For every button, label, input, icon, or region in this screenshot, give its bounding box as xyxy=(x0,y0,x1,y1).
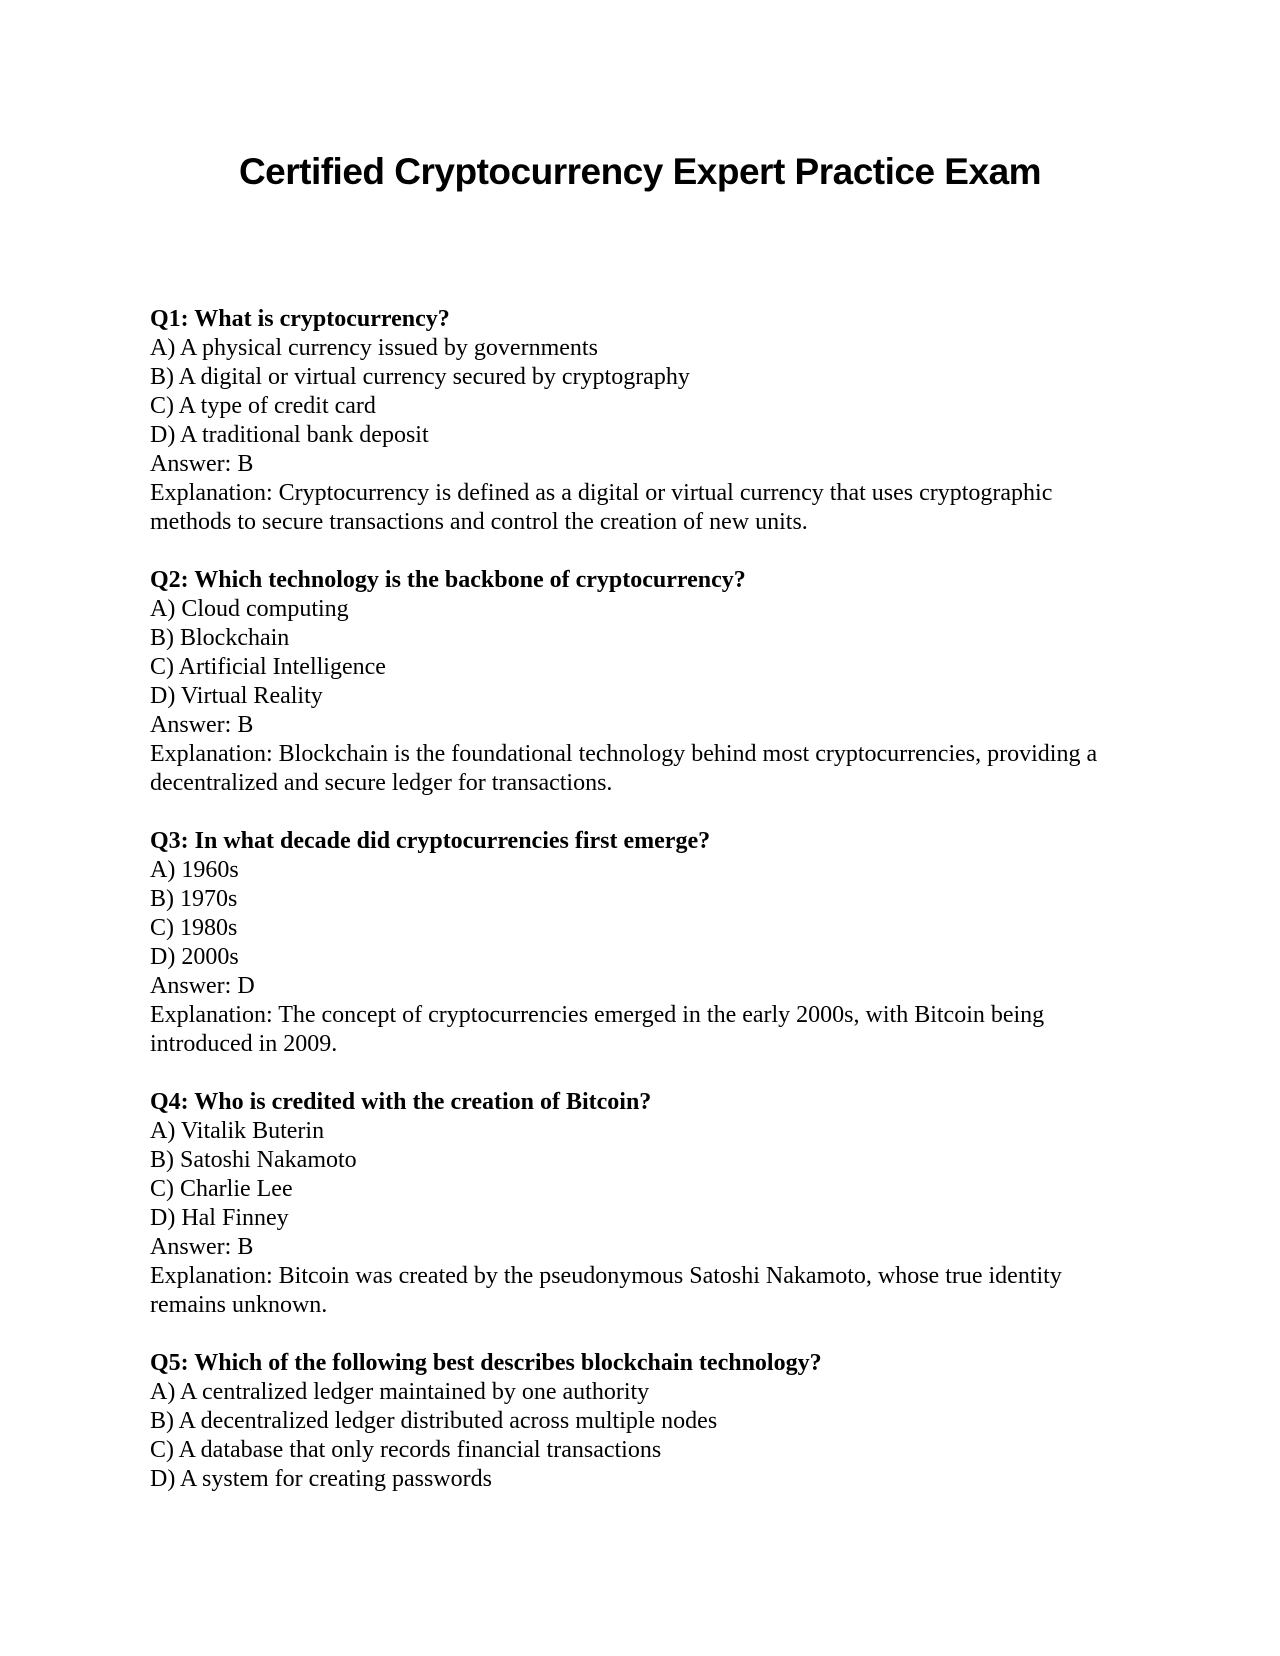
document-title: Certified Cryptocurrency Expert Practice Exam xyxy=(238,151,1042,192)
answer-line: Answer: B xyxy=(150,451,254,477)
question-title: Q5: Which of the following best describes blockchain technology? xyxy=(150,1350,822,1376)
explanation-text: Explanation: Cryptocurrency is defined as a digital or virtual currency that uses cryptographic methods to secure transactions and control the creation of new units. xyxy=(150,480,1053,535)
option-a: A) A physical currency issued by governments xyxy=(150,335,598,361)
explanation-text: Explanation: Blockchain is the foundational technology behind most cryptocurrencies, providing a decentralized and secure ledger for transactions. xyxy=(150,741,1098,796)
option-b: B) A digital or virtual currency secured by cryptography xyxy=(150,364,690,390)
option-a: A) Cloud computing xyxy=(150,596,349,622)
answer-line: Answer: B xyxy=(150,1234,254,1260)
option-a: A) Vitalik Buterin xyxy=(150,1118,325,1144)
option-c: C) Charlie Lee xyxy=(150,1176,293,1202)
option-a: A) A centralized ledger maintained by one authority xyxy=(150,1379,650,1405)
question-block-q2 xyxy=(150,566,1130,798)
question-title: Q1: What is cryptocurrency? xyxy=(150,306,450,332)
question-block-q1 xyxy=(150,305,1130,537)
option-c: C) A database that only records financial transactions xyxy=(150,1437,662,1463)
answer-line: Answer: D xyxy=(150,973,255,999)
option-d: D) Hal Finney xyxy=(150,1205,289,1231)
option-d: D) A traditional bank deposit xyxy=(150,422,429,448)
option-b: B) A decentralized ledger distributed across multiple nodes xyxy=(150,1408,718,1434)
option-b: B) Satoshi Nakamoto xyxy=(150,1147,357,1173)
question-block-q5 xyxy=(150,1349,1130,1494)
option-c: C) Artificial Intelligence xyxy=(150,654,386,680)
option-c: C) 1980s xyxy=(150,915,238,941)
explanation-text: Explanation: The concept of cryptocurrencies emerged in the early 2000s, with Bitcoin being introduced in 2009. xyxy=(150,1002,1045,1057)
question-list xyxy=(150,305,1130,1523)
answer-line: Answer: B xyxy=(150,712,254,738)
question-block-q4 xyxy=(150,1088,1130,1320)
option-a: A) 1960s xyxy=(150,857,239,883)
question-title: Q3: In what decade did cryptocurrencies first emerge? xyxy=(150,828,711,854)
option-d: D) Virtual Reality xyxy=(150,683,323,709)
question-title: Q2: Which technology is the backbone of cryptocurrency? xyxy=(150,567,746,593)
option-b: B) Blockchain xyxy=(150,625,290,651)
option-b: B) 1970s xyxy=(150,886,238,912)
question-block-q3 xyxy=(150,827,1130,1059)
question-title: Q4: Who is credited with the creation of Bitcoin? xyxy=(150,1089,652,1115)
option-d: D) A system for creating passwords xyxy=(150,1466,492,1492)
option-c: C) A type of credit card xyxy=(150,393,376,419)
option-d: D) 2000s xyxy=(150,944,239,970)
explanation-text: Explanation: Bitcoin was created by the pseudonymous Satoshi Nakamoto, whose true identity remains unknown. xyxy=(150,1263,1062,1318)
